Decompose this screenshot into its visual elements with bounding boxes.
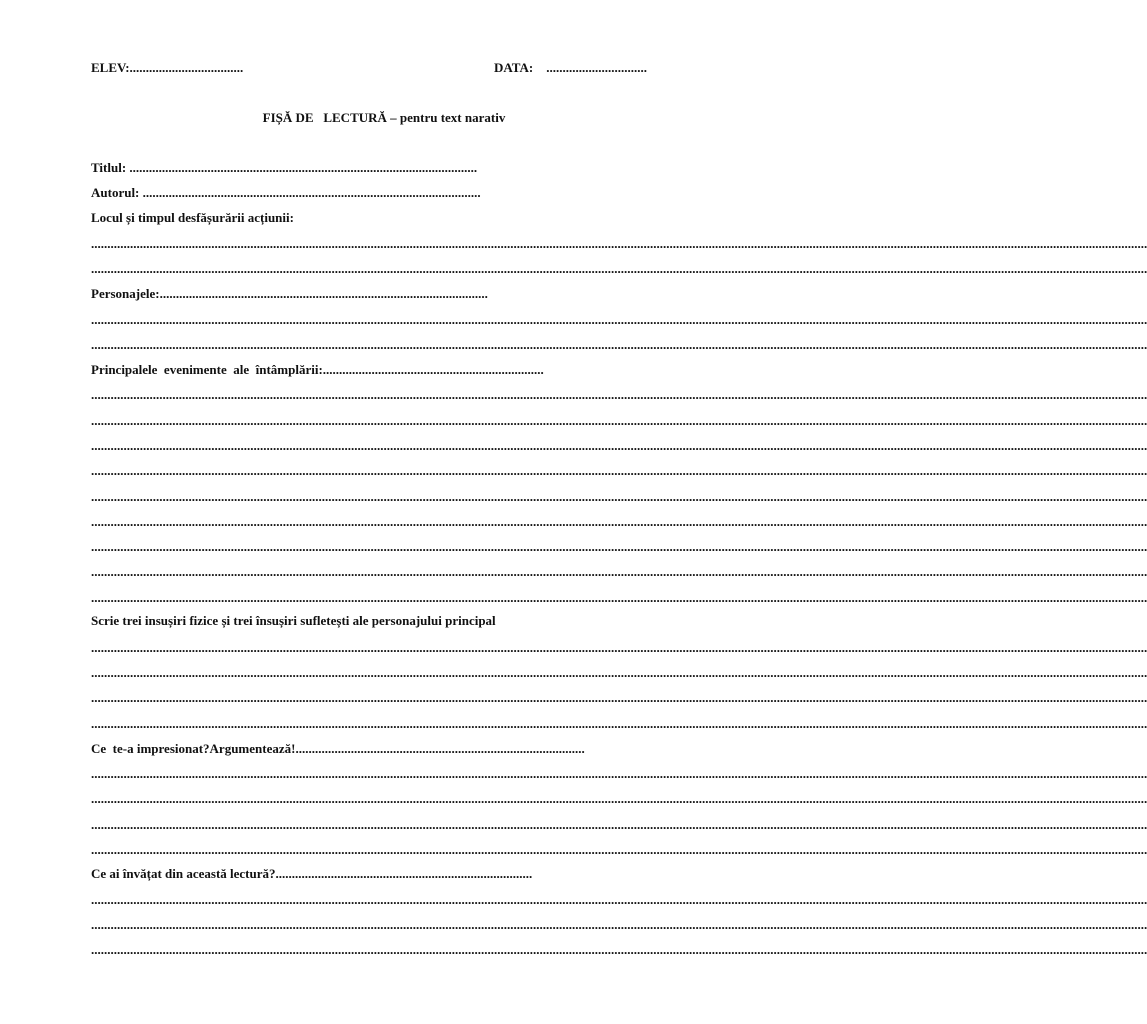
dotted-line: .....................................................................................................................................................................................................................................................................................................................................: [91, 817, 1147, 832]
titlul-label: Titlul:: [91, 160, 127, 175]
dotted-line: .....................................................................................................................................................................................................................................................................................................................................: [91, 842, 1147, 857]
dotted-line: .....................................................................................................................................................................................................................................................................................................................................: [91, 716, 1147, 731]
dotted-line: .....................................................................................................................................................................................................................................................................................................................................: [91, 942, 1147, 957]
elev-field: [91, 60, 243, 75]
impresionat-field: [91, 741, 696, 756]
dotted-line: .....................................................................................................................................................................................................................................................................................................................................: [91, 236, 1147, 251]
autorul-field: [91, 185, 561, 200]
personajele-label: Personajele:: [91, 286, 160, 301]
dotted-line: .....................................................................................................................................................................................................................................................................................................................................: [91, 413, 1147, 428]
dotted-line: .....................................................................................................................................................................................................................................................................................................................................: [91, 791, 1147, 806]
dotted-line: .....................................................................................................................................................................................................................................................................................................................................: [91, 337, 1147, 352]
dotted-line: .....................................................................................................................................................................................................................................................................................................................................: [91, 564, 1147, 579]
impresionat-input-dots: .........................................................................................: [295, 741, 585, 756]
dotted-line: .....................................................................................................................................................................................................................................................................................................................................: [91, 438, 1147, 453]
data-label: DATA:: [494, 60, 534, 75]
dotted-line: .....................................................................................................................................................................................................................................................................................................................................: [91, 590, 1147, 605]
dotted-line: .....................................................................................................................................................................................................................................................................................................................................: [91, 312, 1147, 327]
dotted-line: .....................................................................................................................................................................................................................................................................................................................................: [91, 766, 1147, 781]
dotted-line: .....................................................................................................................................................................................................................................................................................................................................: [91, 387, 1147, 402]
dotted-line: .....................................................................................................................................................................................................................................................................................................................................: [91, 463, 1147, 478]
autorul-label: Autorul:: [91, 185, 140, 200]
invatat-label: Ce ai învățat din această lectură?: [91, 866, 276, 881]
titlul-input-dots: ...........................................................................................................: [129, 160, 478, 175]
dotted-line: .....................................................................................................................................................................................................................................................................................................................................: [91, 892, 1147, 907]
evenimente-field: [91, 362, 688, 377]
evenimente-label: Principalele evenimente ale întâmplării:: [91, 362, 323, 377]
dotted-line: .....................................................................................................................................................................................................................................................................................................................................: [91, 665, 1147, 680]
dotted-line: .....................................................................................................................................................................................................................................................................................................................................: [91, 917, 1147, 932]
autorul-input-dots: ........................................................................................................: [142, 185, 481, 200]
locul-label: Locul și timpul desfășurării acțiunii:: [91, 210, 294, 225]
insusiri-label: Scrie trei insușiri fizice și trei însușiri sufletești ale personajului principal: [91, 613, 496, 628]
evenimente-input-dots: ....................................................................: [322, 362, 544, 377]
elev-label: ELEV:: [91, 60, 130, 75]
data-input-dots: ...............................: [546, 60, 647, 75]
invatat-field: [91, 866, 696, 881]
personajele-field: [91, 286, 692, 301]
elev-input-dots: ...................................: [129, 60, 244, 75]
dotted-line: .....................................................................................................................................................................................................................................................................................................................................: [91, 640, 1147, 655]
personajele-input-dots: .....................................................................................................: [159, 286, 488, 301]
invatat-input-dots: ...............................................................................: [275, 866, 533, 881]
dotted-line: .....................................................................................................................................................................................................................................................................................................................................: [91, 690, 1147, 705]
dotted-line: .....................................................................................................................................................................................................................................................................................................................................: [91, 489, 1147, 504]
dotted-line: .....................................................................................................................................................................................................................................................................................................................................: [91, 261, 1147, 276]
dotted-line: .....................................................................................................................................................................................................................................................................................................................................: [91, 539, 1147, 554]
data-field: [494, 60, 647, 75]
dotted-line: .....................................................................................................................................................................................................................................................................................................................................: [91, 514, 1147, 529]
impresionat-label: Ce te-a impresionat?Argumentează!: [91, 741, 296, 756]
page-title: FIȘĂ DE LECTURĂ – pentru text narativ: [262, 110, 506, 125]
titlul-field: [91, 160, 561, 175]
